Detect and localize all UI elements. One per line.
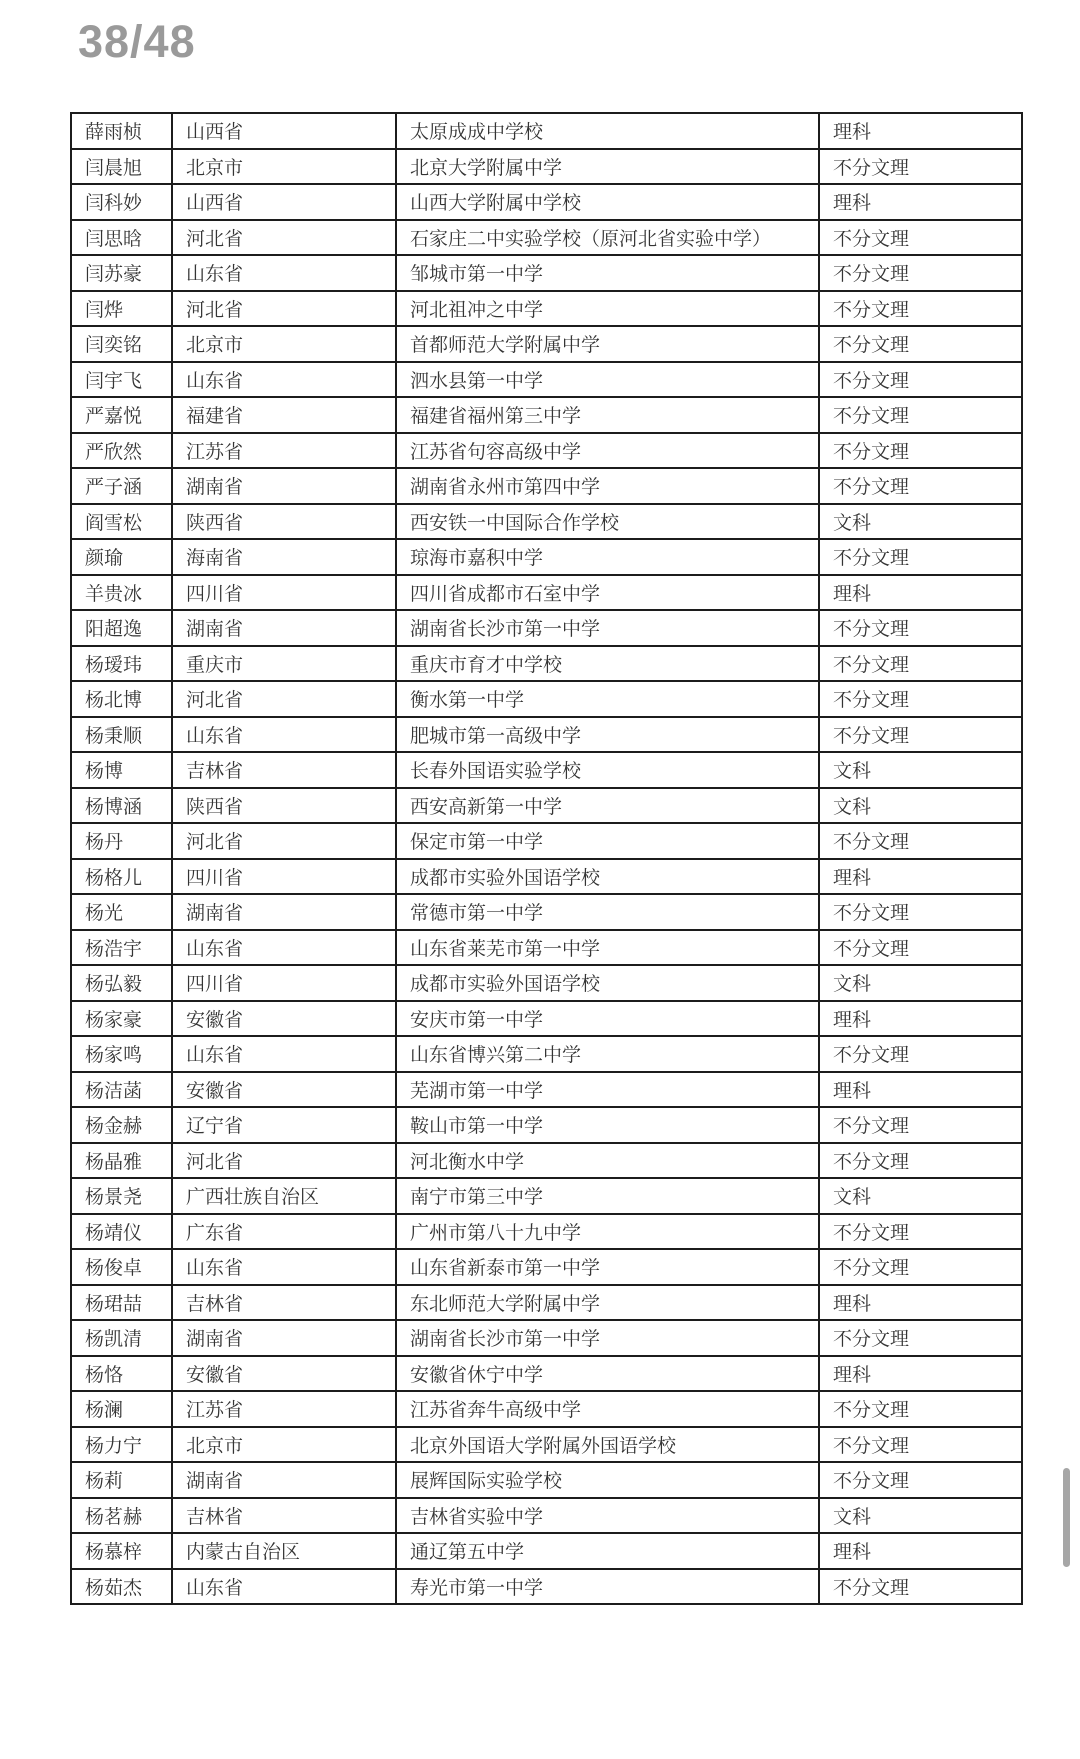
province-cell: 四川省 xyxy=(172,859,396,895)
province-cell: 广西壮族自治区 xyxy=(172,1178,396,1214)
track-cell: 文科 xyxy=(819,1178,1022,1214)
table-row xyxy=(71,113,1022,149)
province-cell: 山东省 xyxy=(172,1036,396,1072)
school-cell: 成都市实验外国语学校 xyxy=(396,965,819,1001)
table-row xyxy=(71,539,1022,575)
school-cell: 西安铁一中国际合作学校 xyxy=(396,504,819,540)
province-cell: 山东省 xyxy=(172,930,396,966)
name-cell: 杨瑷玮 xyxy=(71,646,172,682)
school-cell: 芜湖市第一中学 xyxy=(396,1072,819,1108)
name-cell: 闫晨旭 xyxy=(71,149,172,185)
school-cell: 广州市第八十九中学 xyxy=(396,1214,819,1250)
track-cell: 不分文理 xyxy=(819,220,1022,256)
track-cell: 理科 xyxy=(819,1356,1022,1392)
table-row xyxy=(71,752,1022,788)
table-row xyxy=(71,1036,1022,1072)
track-cell: 文科 xyxy=(819,965,1022,1001)
table-row xyxy=(71,1462,1022,1498)
school-cell: 肥城市第一高级中学 xyxy=(396,717,819,753)
table-row xyxy=(71,1391,1022,1427)
name-cell: 严子涵 xyxy=(71,468,172,504)
track-cell: 文科 xyxy=(819,788,1022,824)
track-cell: 不分文理 xyxy=(819,149,1022,185)
school-cell: 首都师范大学附属中学 xyxy=(396,326,819,362)
table-row xyxy=(71,1498,1022,1534)
track-cell: 理科 xyxy=(819,1533,1022,1569)
province-cell: 山东省 xyxy=(172,1569,396,1605)
province-cell: 河北省 xyxy=(172,1143,396,1179)
province-cell: 北京市 xyxy=(172,149,396,185)
track-cell: 不分文理 xyxy=(819,930,1022,966)
name-cell: 杨茹杰 xyxy=(71,1569,172,1605)
name-cell: 闫思晗 xyxy=(71,220,172,256)
track-cell: 不分文理 xyxy=(819,1427,1022,1463)
table-row xyxy=(71,255,1022,291)
name-cell: 杨格儿 xyxy=(71,859,172,895)
table-row xyxy=(71,220,1022,256)
track-cell: 理科 xyxy=(819,113,1022,149)
track-cell: 文科 xyxy=(819,504,1022,540)
name-cell: 颜瑜 xyxy=(71,539,172,575)
page-indicator: 38/48 xyxy=(78,16,196,67)
track-cell: 不分文理 xyxy=(819,433,1022,469)
table-row xyxy=(71,1320,1022,1356)
name-cell: 杨北博 xyxy=(71,681,172,717)
table-row xyxy=(71,823,1022,859)
track-cell: 理科 xyxy=(819,859,1022,895)
track-cell: 不分文理 xyxy=(819,1569,1022,1605)
province-cell: 北京市 xyxy=(172,326,396,362)
name-cell: 杨茗赫 xyxy=(71,1498,172,1534)
table-row xyxy=(71,1533,1022,1569)
track-cell: 不分文理 xyxy=(819,326,1022,362)
school-cell: 河北祖冲之中学 xyxy=(396,291,819,327)
table-row xyxy=(71,646,1022,682)
school-cell: 成都市实验外国语学校 xyxy=(396,859,819,895)
table-row xyxy=(71,788,1022,824)
province-cell: 江苏省 xyxy=(172,433,396,469)
name-cell: 杨洁菡 xyxy=(71,1072,172,1108)
track-cell: 不分文理 xyxy=(819,1107,1022,1143)
name-cell: 杨澜 xyxy=(71,1391,172,1427)
school-cell: 保定市第一中学 xyxy=(396,823,819,859)
province-cell: 山东省 xyxy=(172,717,396,753)
school-cell: 南宁市第三中学 xyxy=(396,1178,819,1214)
table-row xyxy=(71,362,1022,398)
table-row xyxy=(71,1143,1022,1179)
school-cell: 西安高新第一中学 xyxy=(396,788,819,824)
school-cell: 吉林省实验中学 xyxy=(396,1498,819,1534)
track-cell: 不分文理 xyxy=(819,539,1022,575)
school-cell: 安庆市第一中学 xyxy=(396,1001,819,1037)
province-cell: 福建省 xyxy=(172,397,396,433)
table-row xyxy=(71,433,1022,469)
school-cell: 山东省莱芜市第一中学 xyxy=(396,930,819,966)
track-cell: 理科 xyxy=(819,1285,1022,1321)
table-row xyxy=(71,1427,1022,1463)
name-cell: 杨莉 xyxy=(71,1462,172,1498)
track-cell: 理科 xyxy=(819,1001,1022,1037)
province-cell: 辽宁省 xyxy=(172,1107,396,1143)
province-cell: 湖南省 xyxy=(172,468,396,504)
school-cell: 东北师范大学附属中学 xyxy=(396,1285,819,1321)
name-cell: 杨家豪 xyxy=(71,1001,172,1037)
province-cell: 湖南省 xyxy=(172,1462,396,1498)
table-row xyxy=(71,610,1022,646)
school-cell: 展辉国际实验学校 xyxy=(396,1462,819,1498)
name-cell: 杨慕梓 xyxy=(71,1533,172,1569)
track-cell: 不分文理 xyxy=(819,894,1022,930)
table-row xyxy=(71,1001,1022,1037)
province-cell: 湖南省 xyxy=(172,610,396,646)
province-cell: 山西省 xyxy=(172,184,396,220)
track-cell: 不分文理 xyxy=(819,646,1022,682)
province-cell: 陕西省 xyxy=(172,788,396,824)
table-row xyxy=(71,397,1022,433)
name-cell: 杨浩宇 xyxy=(71,930,172,966)
table-row xyxy=(71,930,1022,966)
name-cell: 杨景尧 xyxy=(71,1178,172,1214)
school-cell: 四川省成都市石室中学 xyxy=(396,575,819,611)
province-cell: 安徽省 xyxy=(172,1356,396,1392)
name-cell: 杨珺喆 xyxy=(71,1285,172,1321)
table-row xyxy=(71,1107,1022,1143)
school-cell: 北京大学附属中学 xyxy=(396,149,819,185)
track-cell: 不分文理 xyxy=(819,255,1022,291)
province-cell: 山东省 xyxy=(172,255,396,291)
school-cell: 寿光市第一中学 xyxy=(396,1569,819,1605)
school-cell: 湖南省永州市第四中学 xyxy=(396,468,819,504)
name-cell: 闫奕铭 xyxy=(71,326,172,362)
roster-table xyxy=(70,112,1023,1605)
name-cell: 杨博涵 xyxy=(71,788,172,824)
school-cell: 泗水县第一中学 xyxy=(396,362,819,398)
name-cell: 杨秉顺 xyxy=(71,717,172,753)
province-cell: 重庆市 xyxy=(172,646,396,682)
table-row xyxy=(71,468,1022,504)
name-cell: 严欣然 xyxy=(71,433,172,469)
track-cell: 文科 xyxy=(819,752,1022,788)
school-cell: 重庆市育才中学校 xyxy=(396,646,819,682)
province-cell: 安徽省 xyxy=(172,1001,396,1037)
province-cell: 安徽省 xyxy=(172,1072,396,1108)
province-cell: 山东省 xyxy=(172,1249,396,1285)
school-cell: 湖南省长沙市第一中学 xyxy=(396,1320,819,1356)
province-cell: 吉林省 xyxy=(172,1285,396,1321)
province-cell: 广东省 xyxy=(172,1214,396,1250)
table-row xyxy=(71,184,1022,220)
track-cell: 不分文理 xyxy=(819,468,1022,504)
name-cell: 杨俊卓 xyxy=(71,1249,172,1285)
name-cell: 杨凯清 xyxy=(71,1320,172,1356)
track-cell: 不分文理 xyxy=(819,1249,1022,1285)
name-cell: 杨恪 xyxy=(71,1356,172,1392)
name-cell: 羊贵冰 xyxy=(71,575,172,611)
province-cell: 内蒙古自治区 xyxy=(172,1533,396,1569)
table-row xyxy=(71,1249,1022,1285)
track-cell: 理科 xyxy=(819,575,1022,611)
school-cell: 北京外国语大学附属外国语学校 xyxy=(396,1427,819,1463)
table-row xyxy=(71,894,1022,930)
table-row xyxy=(71,1569,1022,1605)
track-cell: 不分文理 xyxy=(819,823,1022,859)
track-cell: 不分文理 xyxy=(819,1462,1022,1498)
province-cell: 湖南省 xyxy=(172,1320,396,1356)
name-cell: 杨丹 xyxy=(71,823,172,859)
table-row xyxy=(71,681,1022,717)
name-cell: 阳超逸 xyxy=(71,610,172,646)
province-cell: 河北省 xyxy=(172,291,396,327)
school-cell: 山西大学附属中学校 xyxy=(396,184,819,220)
table-row xyxy=(71,717,1022,753)
province-cell: 四川省 xyxy=(172,575,396,611)
name-cell: 杨金赫 xyxy=(71,1107,172,1143)
name-cell: 杨力宁 xyxy=(71,1427,172,1463)
table-row xyxy=(71,1072,1022,1108)
school-cell: 鞍山市第一中学 xyxy=(396,1107,819,1143)
table-row xyxy=(71,149,1022,185)
province-cell: 河北省 xyxy=(172,681,396,717)
track-cell: 不分文理 xyxy=(819,1320,1022,1356)
school-cell: 通辽第五中学 xyxy=(396,1533,819,1569)
name-cell: 杨家鸣 xyxy=(71,1036,172,1072)
name-cell: 闫宇飞 xyxy=(71,362,172,398)
province-cell: 北京市 xyxy=(172,1427,396,1463)
track-cell: 不分文理 xyxy=(819,681,1022,717)
province-cell: 吉林省 xyxy=(172,1498,396,1534)
name-cell: 杨博 xyxy=(71,752,172,788)
track-cell: 不分文理 xyxy=(819,1391,1022,1427)
province-cell: 河北省 xyxy=(172,220,396,256)
province-cell: 江苏省 xyxy=(172,1391,396,1427)
table-row xyxy=(71,291,1022,327)
school-cell: 邹城市第一中学 xyxy=(396,255,819,291)
province-cell: 山东省 xyxy=(172,362,396,398)
track-cell: 不分文理 xyxy=(819,362,1022,398)
track-cell: 不分文理 xyxy=(819,397,1022,433)
track-cell: 不分文理 xyxy=(819,1036,1022,1072)
track-cell: 文科 xyxy=(819,1498,1022,1534)
name-cell: 杨光 xyxy=(71,894,172,930)
track-cell: 不分文理 xyxy=(819,291,1022,327)
name-cell: 阎雪松 xyxy=(71,504,172,540)
name-cell: 杨晶雅 xyxy=(71,1143,172,1179)
table-row xyxy=(71,575,1022,611)
table-row xyxy=(71,1178,1022,1214)
table-row xyxy=(71,1285,1022,1321)
scrollbar-thumb[interactable] xyxy=(1063,1468,1070,1567)
school-cell: 衡水第一中学 xyxy=(396,681,819,717)
school-cell: 太原成成中学校 xyxy=(396,113,819,149)
track-cell: 不分文理 xyxy=(819,1214,1022,1250)
school-cell: 琼海市嘉积中学 xyxy=(396,539,819,575)
school-cell: 山东省新泰市第一中学 xyxy=(396,1249,819,1285)
province-cell: 河北省 xyxy=(172,823,396,859)
name-cell: 闫科妙 xyxy=(71,184,172,220)
table-row xyxy=(71,859,1022,895)
school-cell: 石家庄二中实验学校（原河北省实验中学） xyxy=(396,220,819,256)
track-cell: 不分文理 xyxy=(819,717,1022,753)
table-row xyxy=(71,326,1022,362)
province-cell: 海南省 xyxy=(172,539,396,575)
school-cell: 江苏省奔牛高级中学 xyxy=(396,1391,819,1427)
name-cell: 闫苏豪 xyxy=(71,255,172,291)
table-row xyxy=(71,504,1022,540)
province-cell: 四川省 xyxy=(172,965,396,1001)
table-row xyxy=(71,1214,1022,1250)
school-cell: 福建省福州第三中学 xyxy=(396,397,819,433)
name-cell: 薛雨桢 xyxy=(71,113,172,149)
school-cell: 安徽省休宁中学 xyxy=(396,1356,819,1392)
school-cell: 山东省博兴第二中学 xyxy=(396,1036,819,1072)
school-cell: 长春外国语实验学校 xyxy=(396,752,819,788)
province-cell: 湖南省 xyxy=(172,894,396,930)
table-row xyxy=(71,1356,1022,1392)
track-cell: 理科 xyxy=(819,184,1022,220)
school-cell: 常德市第一中学 xyxy=(396,894,819,930)
province-cell: 山西省 xyxy=(172,113,396,149)
school-cell: 湖南省长沙市第一中学 xyxy=(396,610,819,646)
school-cell: 江苏省句容高级中学 xyxy=(396,433,819,469)
province-cell: 陕西省 xyxy=(172,504,396,540)
track-cell: 理科 xyxy=(819,1072,1022,1108)
province-cell: 吉林省 xyxy=(172,752,396,788)
name-cell: 严嘉悦 xyxy=(71,397,172,433)
name-cell: 杨弘毅 xyxy=(71,965,172,1001)
name-cell: 杨靖仪 xyxy=(71,1214,172,1250)
school-cell: 河北衡水中学 xyxy=(396,1143,819,1179)
table-row xyxy=(71,965,1022,1001)
track-cell: 不分文理 xyxy=(819,610,1022,646)
track-cell: 不分文理 xyxy=(819,1143,1022,1179)
name-cell: 闫烨 xyxy=(71,291,172,327)
roster-table-body xyxy=(71,113,1022,1604)
